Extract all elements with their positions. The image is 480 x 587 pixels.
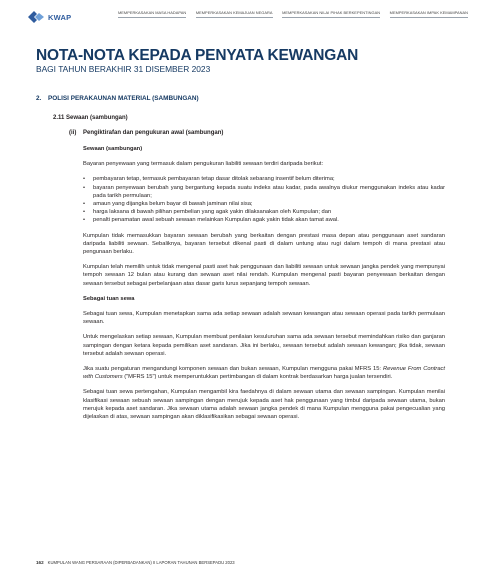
variable-payments-paragraph: Kumpulan tidak memasukkan bayaran sewaan berubah yang berkaitan dengan prestasi masa depan atau penggunaan aset sandaran daripada liabiliti sewaan. Sebaliknya, bayaran tersebut dikenal pasti di dalam untung atau rugi dalam tempoh di mana prestasi atau pengunaan berlaku.	[83, 232, 445, 256]
nav-item-nilai-pihak[interactable]: MEMPERKASAKAN NILAI PIHAK BERKEPENTINGAN	[282, 10, 380, 18]
page-footer	[36, 560, 235, 565]
list-item: • pembayaran tetap, termasuk pembayaran tetap dasar ditolak sebarang insentif belum diterima;	[83, 175, 445, 183]
lease-classification-paragraph: Untuk mengelaskan setiap sewaan, Kumpulan membuat penilaian kesuluruhan sama ada sewaan tersebut memindahkan risiko dan ganjaran sampingan dengan ketara kepada pemilikan aset sandaran. Jika ini berlaku, sewaan tersebut adalah sewaan kewangan; jika tidak, sewaan tersebut adalah sewaan operasi.	[83, 334, 445, 357]
list-item: • amaun yang dijangka belum bayar di bawah jaminan nilai sisa;	[83, 200, 445, 208]
section-title: POLISI PERAKAUNAN MATERIAL (SAMBUNGAN)	[48, 95, 199, 102]
nav-item-kemajuan-negara[interactable]: MEMPERKASAKAN KEMAJUAN NEGARA	[196, 10, 273, 18]
subsubsection-heading	[69, 130, 223, 136]
nav-item-impak-kemampanan[interactable]: MEMPERKASAKAN IMPAK KEMAMPANAN	[390, 10, 468, 18]
logo-text: KWAP	[48, 12, 72, 22]
list-item: • bayaran penyewaan berubah yang bergantung kepada suatu indeks atau kadar, pada awalnya diukur menggunakan indeks atau kadar pada tarikh permulaan;	[83, 184, 445, 200]
list-item: • harga laksana di bawah pilihan pembelian yang agak yakin dilaksanakan oleh Kumpulan; dan	[83, 208, 445, 216]
top-navigation	[118, 10, 468, 18]
page-title: NOTA-NOTA KEPADA PENYATA KEWANGAN	[36, 47, 359, 64]
mfrs15-standard-name: Revenue From Contract with Customers	[83, 366, 446, 381]
subsection-heading	[53, 115, 128, 121]
intermediate-lessor-paragraph: Sebagai tuan sewa pertengahan, Kumpulan mengambil kira faedahnya di dalam sewaan utama dan sewaan sampingan. Kumpulan menilai klasifikasi sewaan sebuah sewaan sampingan dengan merujuk kepada aset hak penggunaan yang timbul daripada sewaan utama, bukan merujuk kepada aset sandaran. Jika sewaan utama adalah sewaan jangka pendek di mana Kumpulan mengguna pakai pengecualian yang dijelaskan di atas, sewaan sampingan akan diklasifikasikan sebagai sewaan operasi.	[83, 389, 445, 421]
subsection-title: Sewaan (sambungan)	[66, 115, 128, 121]
body-content	[83, 145, 445, 428]
kwap-logo[interactable]	[27, 10, 71, 24]
lessor-intro-paragraph: Sebagai tuan sewa, Kumpulan menetapkan sama ada setiap sewaan adalah sewaan kewangan atau sewaan operasi pada tarikh permulaan sewaan.	[83, 311, 445, 326]
subsection-number: 2.11	[53, 115, 65, 121]
subsubsection-title: Pengiktirafan dan pengukuran awal (sambungan)	[83, 130, 224, 136]
intro-paragraph: Bayaran penyewaan yang termasuk dalam pengukuran liabiliti sewaan terdiri daripada berikut:	[83, 161, 324, 168]
short-term-leases-paragraph: Kumpulan telah memilih untuk tidak mengenal pasti aset hak penggunaan dan liabiliti sewaan untuk sewaan jangka pendek yang mempunyai tempoh sewaan 12 bulan atau kurang dan sewaan aset nilai rendah. Kumpulan mengenal pasti bayaran penyewaan berkaitan dengan sewaan tersebut sebagai perbelanjaan atas dasar garis lurus sepanjang tempoh sewaan.	[83, 264, 445, 287]
mfrs15-paragraph	[83, 365, 445, 381]
mfrs15-text-end: ("MFRS 15") untuk memperuntukkan pertimbangan di dalam kontrak berdasarkan harga jualan tersendiri.	[122, 374, 393, 381]
section-number: 2.	[36, 95, 42, 102]
nav-item-masa-hadapan[interactable]: MEMPERKASAKAN MASA HADAPAN	[118, 10, 186, 18]
footer-text: KUMPULAN WANG PERSARAAN (DIPERBADANKAN) II LAPORAN TAHUNAN BERSEPADU 2023	[47, 560, 235, 565]
page-number: 162	[36, 560, 44, 565]
lessee-heading: Sewaan (sambungan)	[83, 146, 143, 152]
mfrs15-text-start: Jika suatu pengaturan mengandungi komponen sewaan dan bukan sewaan, Kumpulan mengguna pakai MFRS 15:	[83, 366, 383, 373]
section-heading	[36, 95, 199, 102]
lessor-heading: Sebagai tuan sewa	[83, 295, 135, 302]
list-item: • penalti penamatan awal sebuah sewaan melainkan Kumpulan agak yakin tidak akan tamat awal.	[83, 216, 445, 224]
subsubsection-number: (ii)	[69, 130, 77, 136]
lease-payments-list	[83, 175, 445, 224]
kwap-logo-icon	[27, 10, 45, 24]
page-subtitle: BAGI TAHUN BERAKHIR 31 DISEMBER 2023	[36, 64, 211, 74]
